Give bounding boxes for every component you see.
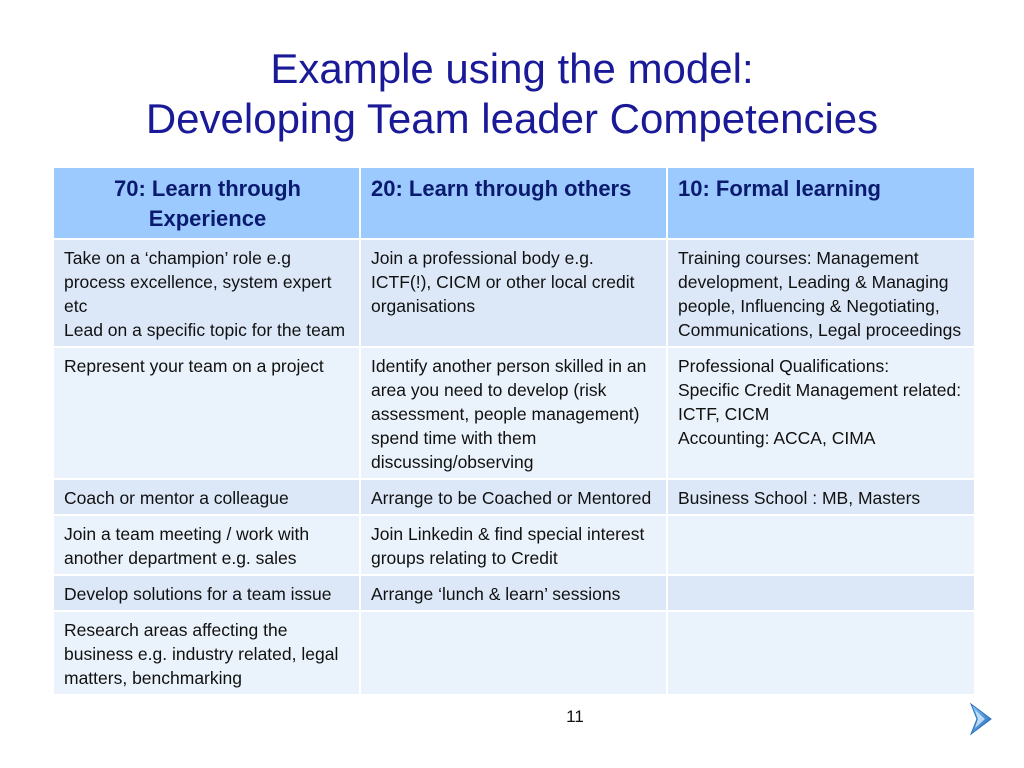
table-cell [667, 575, 975, 611]
table-cell [667, 347, 975, 479]
cell-text: Join Linkedin & find special interest groups relating to Credit [371, 524, 645, 568]
table-row [53, 347, 975, 479]
table-cell [667, 515, 975, 575]
cell-text: Develop solutions for a team issue [64, 584, 332, 604]
cell-text: Training courses: Management development, Leading & Managing people, Influencing & Negotiating, Communications, Legal proceedings [678, 248, 962, 340]
cell-text: Research areas affecting the business e.g. industry related, legal matters, benchmarking [64, 620, 339, 688]
table-cell [667, 239, 975, 347]
table-cell [360, 239, 667, 347]
cell-text: Coach or mentor a colleague [64, 488, 289, 508]
table-cell [360, 347, 667, 479]
slide-title [0, 44, 1024, 144]
table-cell [667, 611, 975, 695]
table-header-row [53, 167, 975, 239]
cell-text: Take on a ‘champion’ role e.g process excellence, system expert etc [64, 248, 332, 316]
page-number: 11 [566, 707, 584, 726]
table-cell [53, 515, 360, 575]
table-cell [667, 479, 975, 515]
table-cell [360, 575, 667, 611]
cell-text: Identify another person skilled in an area you need to develop (risk assessment, people management) spend time with them discussing/observing [371, 356, 647, 472]
table-cell [360, 515, 667, 575]
next-slide-icon[interactable] [967, 700, 993, 738]
table-cell [53, 239, 360, 347]
table-cell [53, 611, 360, 695]
table-row [53, 611, 975, 695]
table-cell [53, 347, 360, 479]
cell-text: Lead on a specific topic for the team [64, 320, 346, 340]
cell-text: Represent your team on a project [64, 356, 324, 376]
table-cell [360, 611, 667, 695]
cell-text: Arrange to be Coached or Mentored [371, 488, 652, 508]
column-header-formal: 10: Formal learning [667, 167, 975, 239]
table-cell [53, 479, 360, 515]
learning-model-table [52, 166, 976, 696]
table-row [53, 515, 975, 575]
cell-text: Accounting: ACCA, CIMA [678, 428, 876, 448]
column-header-others: 20: Learn through others [360, 167, 667, 239]
table-row [53, 239, 975, 347]
cell-text: Business School : MB, Masters [678, 488, 921, 508]
cell-text: Join a professional body e.g. ICTF(!), CICM or other local credit organisations [371, 248, 635, 316]
table-cell [53, 575, 360, 611]
cell-text: Join a team meeting / work with another department e.g. sales [64, 524, 310, 568]
column-header-experience: 70: Learn through Experience [53, 167, 360, 239]
table-body [53, 239, 975, 695]
cell-text: Arrange ‘lunch & learn’ sessions [371, 584, 621, 604]
table-row [53, 479, 975, 515]
title-line-1: Example using the model: [270, 45, 754, 92]
title-line-2: Developing Team leader Competencies [145, 95, 879, 142]
cell-text: Professional Qualifications: [678, 356, 890, 376]
cell-text: Specific Credit Management related: ICTF, CICM [678, 380, 962, 424]
table-cell [360, 479, 667, 515]
table-row [53, 575, 975, 611]
